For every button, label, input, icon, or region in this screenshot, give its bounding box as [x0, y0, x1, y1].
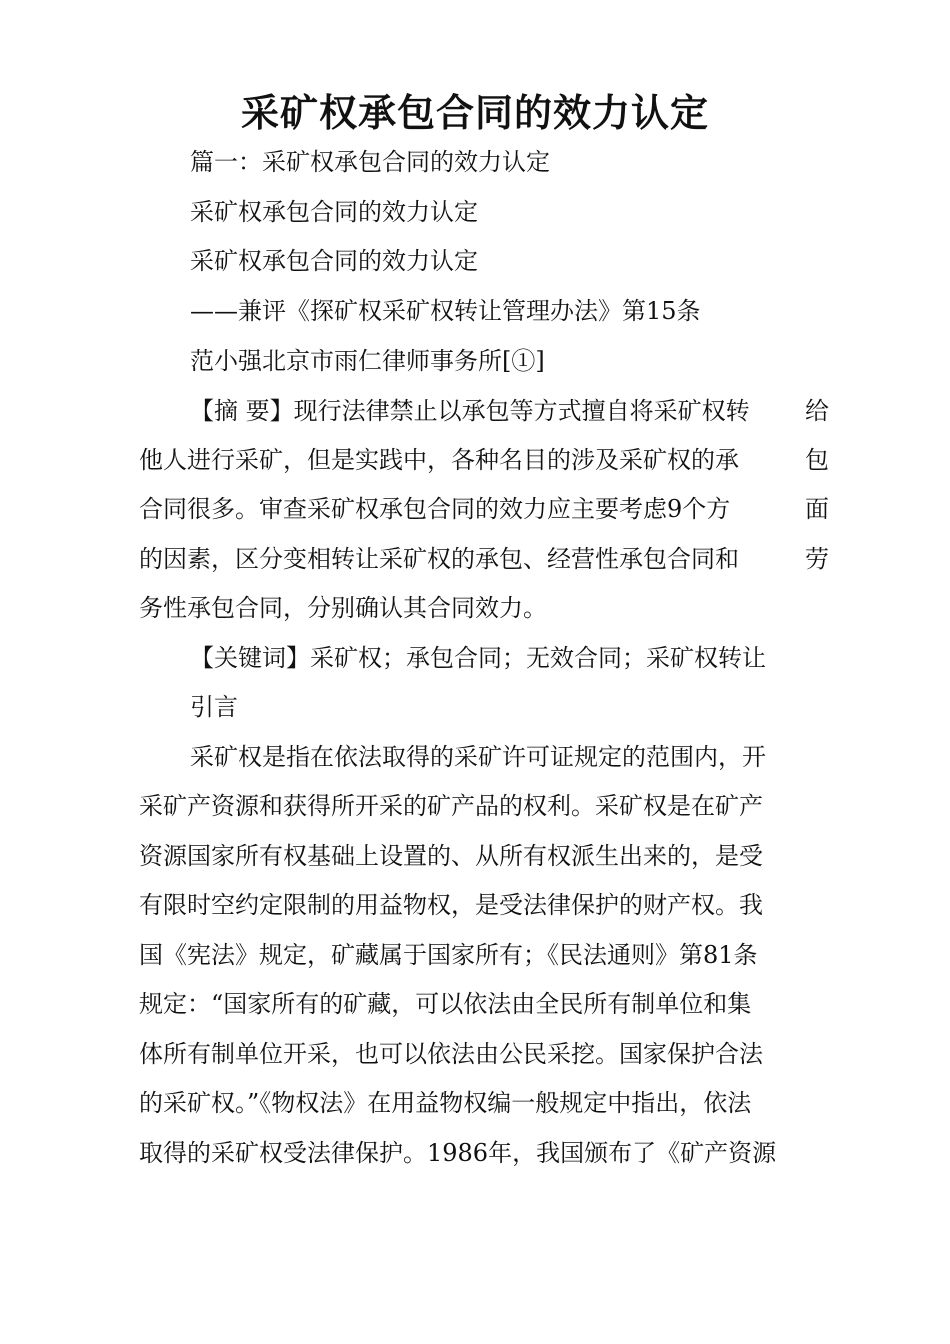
abstract-text: 他人进行采矿，但是实践中，各种名目的涉及采矿权的承 — [139, 446, 739, 474]
abstract-text-end: 面 — [805, 495, 829, 523]
intro-heading: 引言 — [190, 693, 238, 721]
body-line: 体所有制单位开采，也可以依法由公民采挖。国家保护合法 — [139, 1040, 763, 1068]
abstract-text: 【摘 要】现行法律禁止以承包等方式擅自将采矿权转 — [190, 397, 750, 425]
abstract-line: 务性承包合同，分别确认其合同效力。 — [139, 594, 547, 622]
body-line: 采矿产资源和获得所开采的矿产品的权利。采矿权是在矿产 — [139, 792, 763, 820]
body-line: 资源国家所有权基础上设置的、从所有权派生出来的，是受 — [139, 842, 763, 870]
body-line: 采矿权是指在依法取得的采矿许可证规定的范围内，开 — [190, 743, 766, 771]
abstract-text-end: 给 — [805, 397, 829, 425]
abstract-line — [139, 493, 829, 525]
body-line: 取得的采矿权受法律保护。1986年，我国颁布了《矿产资源 — [139, 1139, 777, 1167]
abstract-line — [139, 444, 829, 476]
section-heading: 篇一：采矿权承包合同的效力认定 — [190, 148, 550, 176]
abstract-text-end: 劳 — [805, 545, 829, 573]
body-line: 国《宪法》规定，矿藏属于国家所有；《民法通则》第81条 — [139, 941, 758, 969]
abstract-text: 合同很多。审查采矿权承包合同的效力应主要考虑9个方 — [139, 495, 731, 523]
abstract-line — [139, 543, 829, 575]
body-line: 规定：“国家所有的矿藏，可以依法由全民所有制单位和集 — [139, 990, 752, 1018]
subtitle-comment-line: ——兼评《探矿权采矿权转让管理办法》第15条 — [190, 297, 701, 325]
subtitle-line: 采矿权承包合同的效力认定 — [190, 198, 478, 226]
abstract-text-end: 包 — [805, 446, 829, 474]
keywords-line: 【关键词】采矿权；承包合同；无效合同；采矿权转让 — [190, 644, 766, 672]
subtitle-line: 采矿权承包合同的效力认定 — [190, 247, 478, 275]
body-line: 有限时空约定限制的用益物权，是受法律保护的财产权。我 — [139, 891, 763, 919]
abstract-text: 的因素，区分变相转让采矿权的承包、经营性承包合同和 — [139, 545, 739, 573]
document-title: 采矿权承包合同的效力认定 — [240, 90, 709, 135]
body-line: 的采矿权。”《物权法》在用益物权编一般规定中指出，依法 — [139, 1089, 752, 1117]
author-line: 范小强北京市雨仁律师事务所[①] — [190, 347, 545, 375]
abstract-line — [190, 395, 829, 427]
